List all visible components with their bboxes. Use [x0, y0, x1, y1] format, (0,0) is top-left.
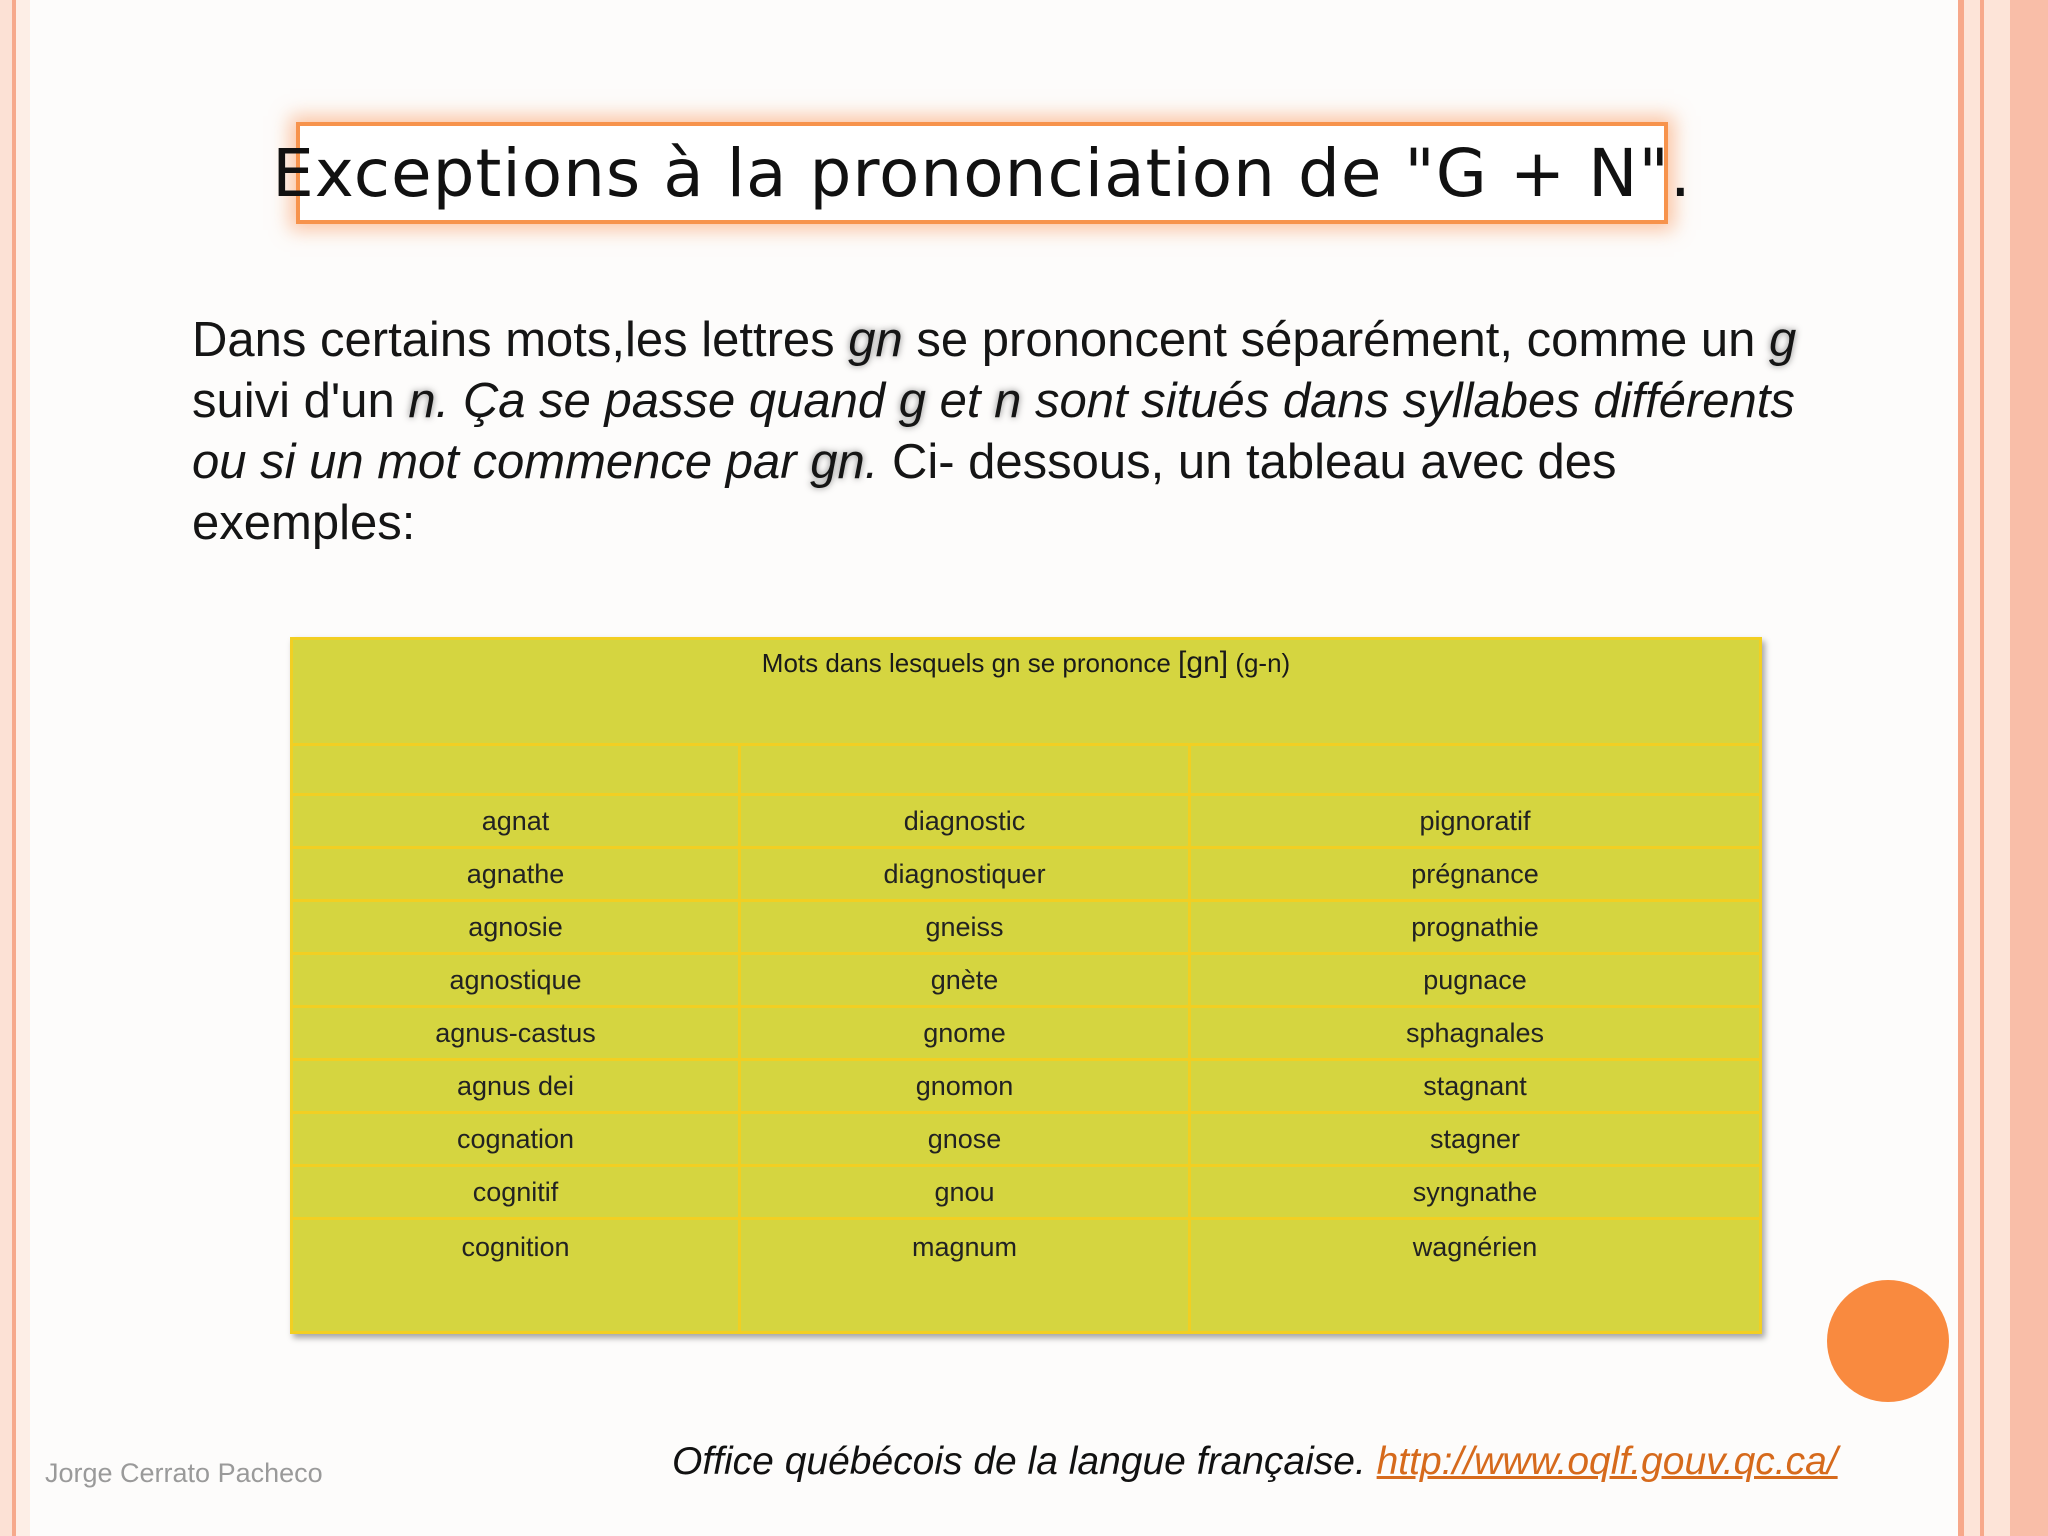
source-link[interactable]: http://www.oqlf.gouv.qc.ca/ — [1376, 1440, 1838, 1483]
table-cell: gnomon — [741, 1061, 1188, 1114]
table-cell: agnus dei — [293, 1061, 738, 1114]
table-cell-empty — [293, 746, 738, 796]
table-cell: wagnérien — [1412, 1231, 1538, 1262]
slide-frame-left — [0, 0, 30, 1536]
title-box — [272, 122, 1692, 224]
highlight-n: n — [408, 374, 436, 428]
body-paragraph — [192, 310, 1832, 554]
table-cell: sphagnales — [1191, 1008, 1759, 1061]
text-segment: Ci- dessous, un tableau avec des exemples: — [192, 435, 1617, 550]
table-cell: stagner — [1191, 1114, 1759, 1167]
table-cell: agnat — [293, 796, 738, 849]
table-cell: pignoratif — [1191, 796, 1759, 849]
source-text: Office québécois de la langue française. — [672, 1440, 1377, 1483]
table-columns — [293, 746, 1759, 1334]
table-cell: cognation — [293, 1114, 738, 1167]
highlight-gn: gn — [848, 313, 903, 367]
table-column-1 — [293, 746, 741, 1334]
table-header-text: (g-n) — [1228, 648, 1291, 678]
table-cell: diagnostic — [741, 796, 1188, 849]
table-column-2 — [741, 746, 1191, 1334]
table-cell-empty — [741, 746, 1188, 796]
table-header-ipa: [gn] — [1178, 646, 1229, 679]
text-segment: Dans certains mots,les lettres — [192, 313, 849, 367]
table-cell: cognition — [461, 1231, 570, 1262]
text-segment-italic: et — [926, 374, 995, 428]
table-cell: agnathe — [293, 849, 738, 902]
text-segment-italic: sont situés dans syllabes différents ou si un mot commence par — [192, 374, 1795, 489]
table-header-text: Mots dans lesquels gn se prononce — [761, 648, 1179, 678]
examples-table — [290, 637, 1762, 1334]
table-column-3 — [1191, 746, 1759, 1334]
highlight-gn: gn — [810, 435, 865, 489]
text-segment-italic: . Ça se passe quand — [435, 374, 899, 428]
table-cell: agnostique — [293, 955, 738, 1008]
slide-title: Exceptions à la prononciation de "G + N". — [272, 134, 1692, 212]
highlight-g: g — [898, 374, 926, 428]
table-cell: gnou — [741, 1167, 1188, 1220]
text-segment-italic: . — [864, 435, 879, 489]
table-cell: syngnathe — [1191, 1167, 1759, 1220]
table-cell: agnosie — [293, 902, 738, 955]
text-segment: suivi d'un — [192, 374, 409, 428]
table-cell: diagnostiquer — [741, 849, 1188, 902]
table-header — [293, 640, 1759, 746]
table-cell: gnose — [741, 1114, 1188, 1167]
table-cell: magnum — [911, 1231, 1018, 1262]
table-cell: pugnace — [1191, 955, 1759, 1008]
highlight-g: g — [1768, 313, 1797, 367]
decorative-circle — [1827, 1280, 1949, 1402]
table-cell-empty — [1191, 746, 1759, 796]
table-cell: prognathie — [1191, 902, 1759, 955]
author-credit: Jorge Cerrato Pacheco — [45, 1458, 323, 1488]
table-cell: cognitif — [293, 1167, 738, 1220]
table-cell: gnome — [741, 1008, 1188, 1061]
highlight-n: n — [994, 374, 1022, 428]
table-cell: agnus-castus — [293, 1008, 738, 1061]
slide-frame-right — [1958, 0, 2048, 1536]
text-segment: se prononcent séparément, comme un — [902, 313, 1769, 367]
table-cell: gnète — [741, 955, 1188, 1008]
table-cell: prégnance — [1191, 849, 1759, 902]
table-cell: gneiss — [741, 902, 1188, 955]
table-cell: stagnant — [1191, 1061, 1759, 1114]
source-citation — [672, 1440, 1838, 1484]
